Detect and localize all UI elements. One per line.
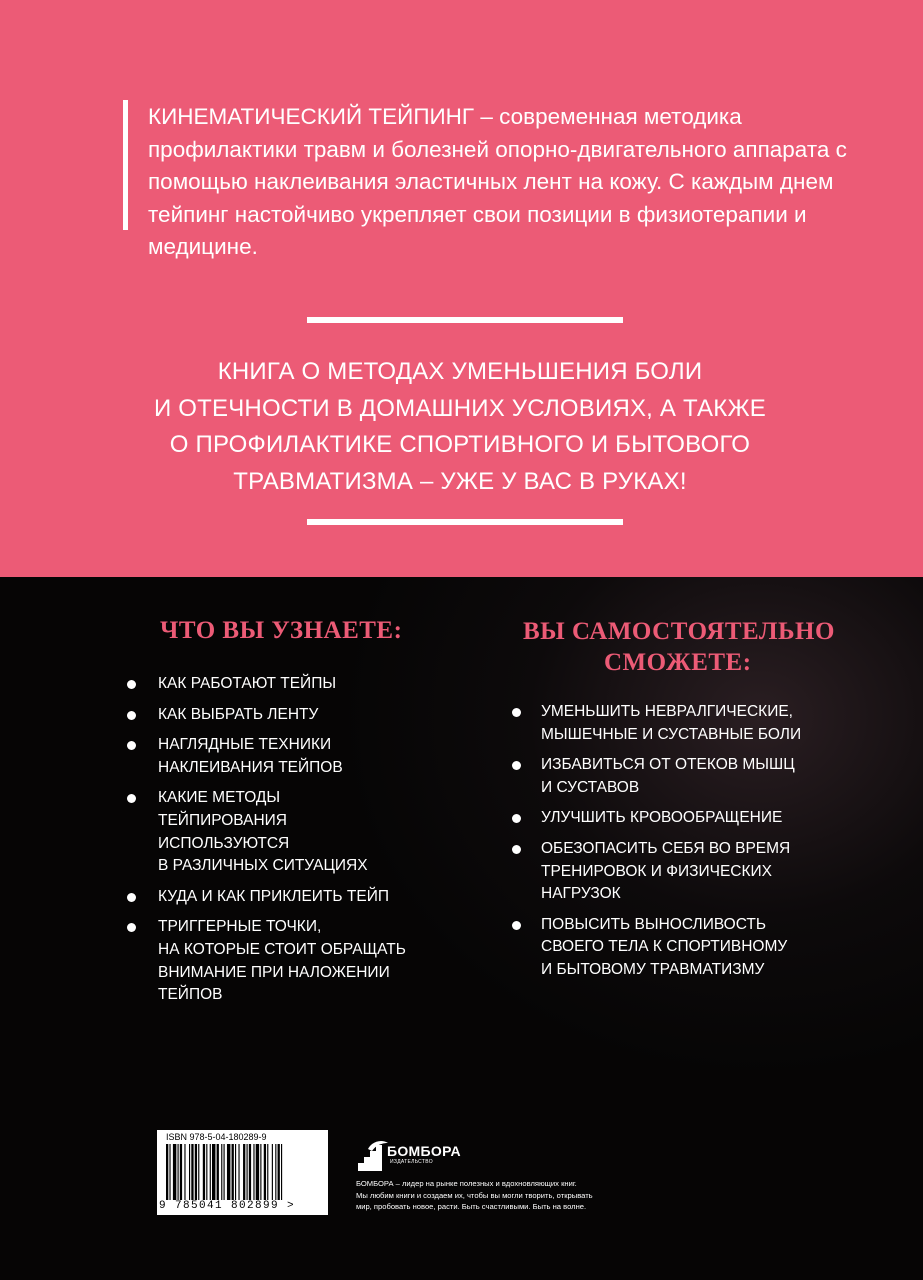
bullet-icon xyxy=(512,708,521,717)
list-item-line: КАК РАБОТАЮТ ТЕЙПЫ xyxy=(158,675,337,692)
promo-line: О ПРОФИЛАКТИКЕ СПОРТИВНОГО И БЫТОВОГО xyxy=(169,431,751,458)
bullet-icon xyxy=(512,845,521,854)
list-item-line: НАГЛЯДНЫЕ ТЕХНИКИ xyxy=(158,736,332,754)
barcode-bar xyxy=(221,1144,222,1200)
can-title-line1: ВЫ САМОСТОЯТЕЛЬНО xyxy=(523,618,835,645)
bullet-icon xyxy=(127,711,136,720)
barcode-bar xyxy=(224,1144,225,1200)
quote-vertical-bar xyxy=(123,100,128,230)
bombora-logo-icon xyxy=(354,1139,390,1172)
promo-text xyxy=(110,354,810,500)
publisher-line: БОМБОРА – лидер на рынке полезных и вдохновляющих книг. xyxy=(356,1179,577,1188)
list-item-line: В РАЗЛИЧНЫХ СИТУАЦИЯХ xyxy=(158,857,368,875)
barcode-bar xyxy=(206,1144,207,1200)
barcode-bar xyxy=(210,1144,211,1200)
can-list xyxy=(541,701,861,990)
barcode-bar xyxy=(272,1144,273,1200)
list-item-line: ОБЕЗОПАСИТЬ СЕБЯ ВО ВРЕМЯ xyxy=(541,839,791,857)
list-item-line: ТЕЙПОВ xyxy=(158,986,223,1004)
barcode-bar xyxy=(249,1144,251,1200)
barcode-bar xyxy=(180,1144,182,1200)
list-item-line: НАГРУЗОК xyxy=(541,885,621,903)
list-item xyxy=(541,754,861,799)
list-item-line: МЫШЕЧНЫЕ И СУСТАВНЫЕ БОЛИ xyxy=(541,725,802,743)
promo-line: И ОТЕЧНОСТИ В ДОМАШНИХ УСЛОВИЯХ, А ТАКЖЕ xyxy=(153,394,767,422)
intro-heading: КИНЕМАТИЧЕСКИЙ ТЕЙПИНГ xyxy=(148,104,475,129)
can-title xyxy=(523,616,883,678)
list-item-line: КАКИЕ МЕТОДЫ xyxy=(158,789,281,807)
learn-list xyxy=(158,673,458,1015)
learn-title: ЧТО ВЫ УЗНАЕТЕ: xyxy=(160,617,403,644)
barcode-bar xyxy=(264,1144,266,1200)
list-item-line: ТЕЙПИРОВАНИЯ xyxy=(158,811,287,829)
list-item xyxy=(541,914,861,982)
barcode-bar xyxy=(267,1144,268,1200)
list-item xyxy=(158,673,458,696)
intro-text: – современная методика профилактики травм и болезней опорно-двигательного аппарата с помощью наклеивания эластичных лент на кожу. С каждым днем тейпинг настойчиво укрепляет свои позиции в физиотерапии и медицине. xyxy=(148,104,847,259)
barcode-digits: 9 785041 802899 > xyxy=(159,1200,296,1212)
barcode-bar xyxy=(178,1144,179,1200)
list-item-line: ТРИГГЕРНЫЕ ТОЧКИ, xyxy=(158,918,322,936)
can-title-line2: СМОЖЕТЕ: xyxy=(604,649,752,676)
publisher-description xyxy=(356,1178,636,1213)
barcode-bar xyxy=(275,1144,276,1200)
list-item-line: КУДА И КАК ПРИКЛЕИТЬ ТЕЙП xyxy=(158,887,389,905)
list-item xyxy=(158,734,458,779)
list-item xyxy=(158,787,458,877)
promo-line: ТРАВМАТИЗМА – УЖЕ У ВАС В РУКАХ! xyxy=(233,467,687,495)
divider-top xyxy=(307,317,623,323)
barcode-bar xyxy=(235,1144,236,1200)
barcode-bar xyxy=(232,1144,234,1200)
list-item-line: НА КОТОРЫЕ СТОИТ ОБРАЩАТЬ xyxy=(158,940,406,958)
barcode-bar xyxy=(256,1144,259,1200)
publisher-line: мир, пробовать новое, расти. Быть счастливыми. Быть на волне. xyxy=(356,1202,587,1211)
publisher-subtitle: ИЗДАТЕЛЬСТВО xyxy=(390,1159,433,1165)
list-item-line: ВНИМАНИЕ ПРИ НАЛОЖЕНИИ xyxy=(158,963,390,981)
list-item xyxy=(541,807,861,830)
barcode-bar xyxy=(253,1144,254,1200)
list-item-line: И БЫТОВОМУ ТРАВМАТИЗМУ xyxy=(541,960,765,978)
barcode xyxy=(157,1130,328,1215)
barcode-bars xyxy=(166,1144,321,1200)
barcode-bar xyxy=(238,1144,239,1200)
list-item-line: ИСПОЛЬЗУЮТСЯ xyxy=(158,834,290,852)
list-item xyxy=(158,886,458,909)
list-item xyxy=(158,704,458,727)
list-item-line: СВОЕГО ТЕЛА К СПОРТИВНОМУ xyxy=(541,938,788,956)
list-item-line: КАК ВЫБРАТЬ ЛЕНТУ xyxy=(158,705,319,723)
barcode-bar xyxy=(247,1144,248,1200)
barcode-bar xyxy=(189,1144,190,1200)
divider-bottom xyxy=(307,519,623,525)
bullet-icon xyxy=(512,921,521,930)
list-item-line: ПОВЫСИТЬ ВЫНОСЛИВОСТЬ xyxy=(541,915,767,933)
barcode-bar xyxy=(169,1144,170,1200)
list-item xyxy=(541,838,861,906)
publisher-name: БОМБОРА xyxy=(387,1143,461,1159)
barcode-bar xyxy=(243,1144,245,1200)
intro-paragraph xyxy=(148,101,868,264)
barcode-bar xyxy=(184,1144,185,1200)
list-item xyxy=(158,916,458,1006)
list-item xyxy=(541,701,861,746)
list-item-line: ИЗБАВИТЬСЯ ОТ ОТЕКОВ МЫШЦ xyxy=(541,756,795,774)
publisher-line: Мы любим книги и создаем их, чтобы вы могли творить, открывать xyxy=(356,1190,593,1200)
barcode-bar xyxy=(166,1144,168,1200)
barcode-bar xyxy=(173,1144,176,1200)
barcode-bar xyxy=(217,1144,219,1200)
promo-line: КНИГА О МЕТОДАХ УМЕНЬШЕНИЯ БОЛИ xyxy=(217,358,703,385)
barcode-bar xyxy=(260,1144,261,1200)
list-item-line: И СУСТАВОВ xyxy=(541,778,640,796)
barcode-bar xyxy=(195,1144,197,1200)
barcode-bar xyxy=(198,1144,199,1200)
isbn-number: ISBN 978-5-04-180289-9 xyxy=(166,1132,267,1142)
barcode-bar xyxy=(191,1144,193,1200)
barcode-bar xyxy=(278,1144,280,1200)
list-item-line: ТРЕНИРОВОК И ФИЗИЧЕСКИХ xyxy=(541,862,772,880)
bullet-icon xyxy=(127,893,136,902)
barcode-bar xyxy=(212,1144,215,1200)
list-item-line: УЛУЧШИТЬ КРОВООБРАЩЕНИЕ xyxy=(541,809,783,827)
barcode-bar xyxy=(227,1144,230,1200)
bullet-icon xyxy=(127,680,136,689)
list-item-line: НАКЛЕИВАНИЯ ТЕЙПОВ xyxy=(158,758,343,776)
barcode-bar xyxy=(281,1144,282,1200)
list-item-line: УМЕНЬШИТЬ НЕВРАЛГИЧЕСКИЕ, xyxy=(541,703,793,720)
barcode-bar xyxy=(203,1144,205,1200)
